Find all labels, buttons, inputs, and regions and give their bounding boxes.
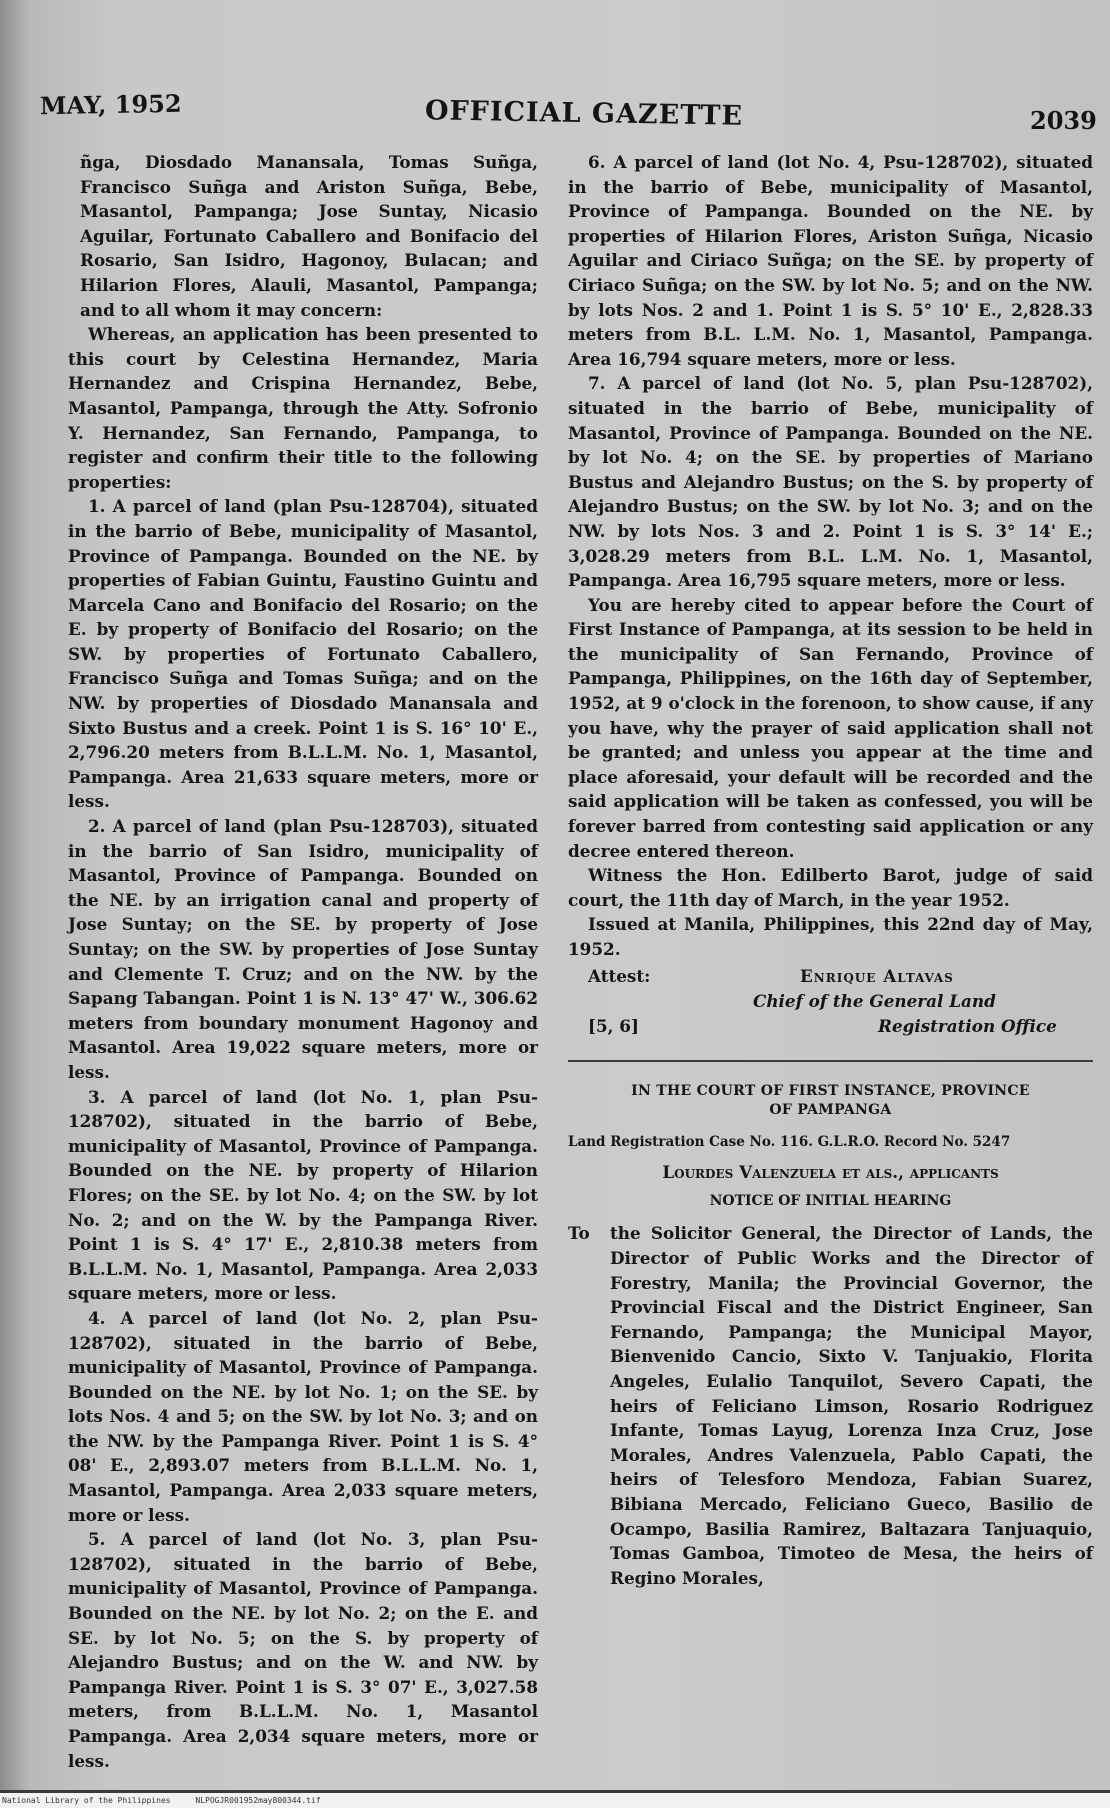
- section-divider: [568, 1060, 1093, 1062]
- parcel-3: 3. A parcel of land (lot No. 1, plan Psu-128702), situated in the barrio of Bebe, municipality of Masantol, Province of Pampanga. Bounded on the NE. by property of Hilarion Flores; on the SE. by lot No. 4; on the SW. by lot No. 2; and on the W. by the Pampanga River. Point 1 is S. 4° 17' E., 2,810.38 meters from B.L.L.M. No. 1, Masantol, Pampanga. Area 2,033 square meters, more or less.: [68, 1086, 538, 1304]
- parcel-6: 6. A parcel of land (lot No. 4, Psu-128702), situated in the barrio of Bebe, municipality of Masantol, Province of Pampanga. Bounded on the NE. by properties of Hilarion Flores, Ariston Suñga, Nicasio Aguilar and Ciriaco Suñga; on the SE. by property of Ciriaco Suñga; on the SW. by lot No. 5; and on the NW. by lots Nos. 2 and 1. Point 1 is S. 5° 10' E., 2,828.33 meters from B.L. L.M. No. 1, Masantol, Pampanga. Area 16,794 square meters, more or less.: [568, 152, 1093, 369]
- court-heading-line-2: OF PAMPANGA: [769, 1101, 892, 1118]
- whereas-paragraph: Whereas, an application has been presented to this court by Celestina Hernandez, Maria Hernandez and Crispina Hernandez, Bebe, Masantol, Pampanga, through the Atty. Sofronio Y. Hernandez, San Fernando, Pampanga, to register and confirm their title to the following properties:: [68, 324, 538, 492]
- attestation: [568, 964, 1093, 1042]
- right-column: [568, 150, 1093, 1590]
- to-addressees: [568, 1221, 1093, 1590]
- publication-title: OFFICIAL GAZETTE: [424, 95, 744, 132]
- signer-name: Enrique Altavas: [800, 965, 954, 986]
- witness-paragraph: Witness the Hon. Edilberto Barot, judge of said court, the 11th day of March, in the year 1952.: [568, 865, 1093, 910]
- page-header: [39, 84, 1097, 135]
- parcel-5: 5. A parcel of land (lot No. 3, plan Psu-128702), situated in the barrio of Bebe, municipality of Masantol, Province of Pampanga. Bounded on the NE. by lot No. 2; on the E. and SE. by lot No. 5; on the S. by property of Alejandro Bustus; and on the W. and NW. by Pampanga River. Point 1 is S. 3° 07' E., 3,027.58 meters, from B.L.L.M. No. 1, Masantol Pampanga. Area 2,034 square meters, more or less.: [68, 1529, 538, 1771]
- addressees-continued: ñga, Diosdado Manansala, Tomas Suñga, Francisco Suñga and Ariston Suñga, Bebe, Masantol, Pampanga; Jose Suntay, Nicasio Aguilar, Fortunato Caballero and Bonifacio del Rosario, San Isidro, Hagonoy, Bulacan; and Hilarion Flores, Alauli, Masantol, Pampanga; and to all whom it may concern:: [80, 152, 538, 320]
- signer-title-line-2: Registration Office: [878, 1015, 1057, 1036]
- left-column: [68, 150, 538, 1773]
- parcel-7: 7. A parcel of land (lot No. 5, plan Psu-128702), situated in the barrio of Bebe, municipality of Masantol, Province of Pampanga. Bounded on the NE. by lot No. 4; on the SE. by properties of Mariano Bustus and Alejandro Bustus; on the S. by property of Alejandro Bustus; on the SW. by lot No. 3; and on the NW. by lots Nos. 3 and 2. Point 1 is S. 3° 14' E.; 3,028.29 meters from B.L. L.M. No. 1, Masantol, Pampanga. Area 16,795 square meters, more or less.: [568, 373, 1093, 591]
- issue-date: MAY, 1952: [39, 88, 182, 121]
- library-credit: National Library of the Philippines: [2, 1796, 171, 1805]
- parcel-1: 1. A parcel of land (plan Psu-128704), situated in the barrio of Bebe, municipality of Masantol, Province of Pampanga. Bounded on the NE. by properties of Fabian Guintu, Faustino Guintu and Marcela Cano and Bonifacio del Rosario; on the E. by property of Bonifacio del Rosario; on the SW. by properties of Fortunato Caballero, Francisco Suñga and Tomas Suñga; and on the NW. by properties of Diosdado Manansala and Sixto Bustus and a creek. Point 1 is S. 16° 10' E., 2,796.20 meters from B.L.L.M. No. 1, Masantol, Pampanga. Area 21,633 square meters, more or less.: [68, 496, 538, 812]
- citation-paragraph: You are hereby cited to appear before the Court of First Instance of Pampanga, at its session to be held in the municipality of San Fernando, Province of Pampanga, Philippines, on the 16th day of September, 1952, at 9 o'clock in the forenoon, to show cause, if any you have, why the prayer of said application shall not be granted; and unless you appear at the time and place aforesaid, your default will be recorded and the said application will be taken as confessed, you will be forever barred from contesting said application or any decree entered thereon.: [568, 594, 1093, 861]
- court-heading: [568, 1082, 1093, 1120]
- issued-paragraph: Issued at Manila, Philippines, this 22nd day of May, 1952.: [568, 914, 1093, 959]
- issue-reference: [5, 6]: [588, 1015, 639, 1036]
- signer-title-line-1: Chief of the General Land: [753, 990, 996, 1011]
- parcel-2: 2. A parcel of land (plan Psu-128703), situated in the barrio of San Isidro, municipality of Masantol, Province of Pampanga. Bounded on the NE. by an irrigation canal and property of Jose Suntay; on the SE. by property of Jose Suntay; on the SW. by properties of Jose Suntay and Clemente T. Cruz; and on the NW. by the Sapang Tabangan. Point 1 is N. 13° 47' W., 306.62 meters from boundary monument Hagonoy and Masantol. Area 19,022 square meters, more or less.: [68, 816, 538, 1082]
- attest-label: Attest:: [588, 965, 651, 986]
- to-addressees-text: the Solicitor General, the Director of Lands, the Director of Public Works and the Director of Forestry, Manila; the Provincial Governor, the Provincial Fiscal and the District Engineer, San Fernando, Pampanga; the Municipal Mayor, Bienvenido Cancio, Sixto V. Tanjuakio, Florita Angeles, Eulalio Tanquilot, Severo Capati, the heirs of Feliciano Limson, Rosario Rodriguez Infante, Tomas Layug, Lorenza Inza Cruz, Jose Morales, Andres Valenzuela, Pablo Capati, the heirs of Telesforo Mendoza, Fabian Suarez, Bibiana Mercado, Feliciano Gueco, Basilio de Ocampo, Basilia Ramirez, Baltazara Tanjuaquio, Tomas Gamboa, Timoteo de Mesa, the heirs of Regino Morales,: [610, 1223, 1093, 1588]
- court-heading-line-1: IN THE COURT OF FIRST INSTANCE, PROVINCE: [631, 1082, 1030, 1099]
- case-number-line: Land Registration Case No. 116. G.L.R.O. Record No. 5247: [568, 1133, 1011, 1150]
- parcel-4: 4. A parcel of land (lot No. 2, plan Psu-128702), situated in the barrio of Bebe, municipality of Masantol, Province of Pampanga. Bounded on the NE. by lot No. 1; on the SE. by lots Nos. 4 and 5; on the SW. by lot No. 3; and on the NW. by the Pampanga River. Point 1 is S. 4° 08' E., 2,893.07 meters from B.L.L.M. No. 1, Masantol, Pampanga. Area 2,033 square meters, more or less.: [68, 1307, 538, 1525]
- to-label: To: [568, 1223, 590, 1244]
- applicants-line: Lourdes Valenzuela et als., applicants: [662, 1162, 999, 1183]
- notice-title: NOTICE OF INITIAL HEARING: [709, 1192, 952, 1209]
- scan-filename: NLPOGJR001952may800344.tif: [195, 1796, 321, 1805]
- page-number: 2039: [1030, 106, 1097, 135]
- scan-footer: [0, 1793, 1110, 1808]
